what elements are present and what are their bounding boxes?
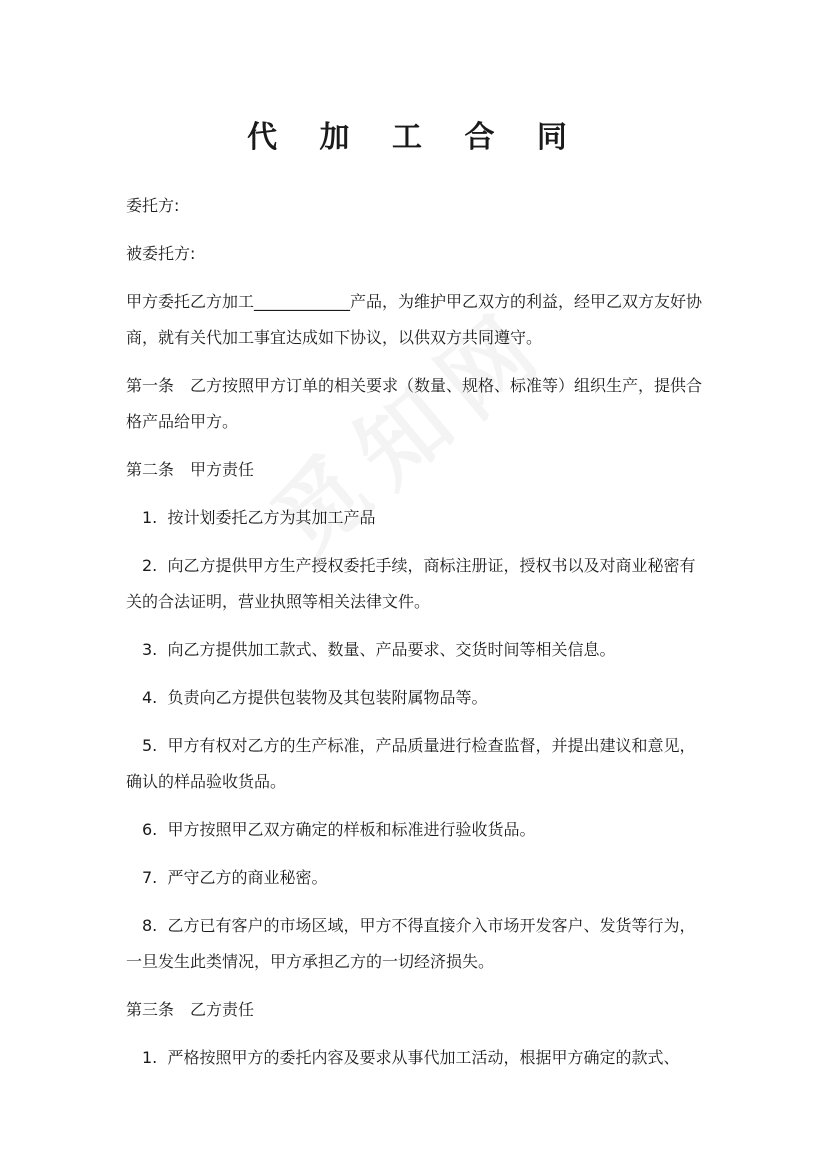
article-2-item-8: 8. 乙方已有客户的市场区域，甲方不得直接介入市场开发客户、发货等行为，一旦发生此类情况，甲方承担乙方的一切经济损失。 <box>126 916 696 971</box>
article-2-item-3: 3. 向乙方提供加工款式、数量、产品要求、交货时间等相关信息。 <box>142 640 616 659</box>
article-2-item-6: 6. 甲方按照甲乙双方确定的样板和标准进行验收货品。 <box>142 820 536 839</box>
agent-party-line: 被委托方: <box>126 244 196 263</box>
page-title: 代 加 工 合 同 <box>247 120 583 155</box>
article-2-item-4: 4. 负责向乙方提供包装物及其包装附属物品等。 <box>142 688 488 707</box>
article-3-item-1: 1. 严格按照甲方的委托内容及要求从事代加工活动，根据甲方确定的款式、 <box>142 1048 680 1067</box>
article-2-item-2: 2. 向乙方提供甲方生产授权委托手续，商标注册证，授权书以及对商业秘密有关的合法证明，营业执照等相关法律文件。 <box>126 556 696 611</box>
article-3-heading: 第三条 乙方责任 <box>126 1000 255 1019</box>
article-1: 第一条 乙方按照甲方订单的相关要求（数量、规格、标准等）组织生产，提供合格产品给甲方。 <box>126 376 703 431</box>
article-2-item-5: 5. 甲方有权对乙方的生产标准，产品质量进行检查监督，并提出建议和意见，确认的样品验收货品。 <box>126 736 696 791</box>
article-2-heading: 第二条 甲方责任 <box>126 460 255 479</box>
preamble-paragraph: 甲方委托乙方加工____________产品，为维护甲乙双方的利益，经甲乙双方友好协商，就有关代加工事宜达成如下协议，以供双方共同遵守。 <box>126 292 703 347</box>
principal-party-line: 委托方: <box>126 196 180 215</box>
contract-body <box>126 188 706 1088</box>
article-2-item-1: 1. 按计划委托乙方为其加工产品 <box>142 508 376 527</box>
article-2-item-7: 7. 严守乙方的商业秘密。 <box>142 868 328 887</box>
